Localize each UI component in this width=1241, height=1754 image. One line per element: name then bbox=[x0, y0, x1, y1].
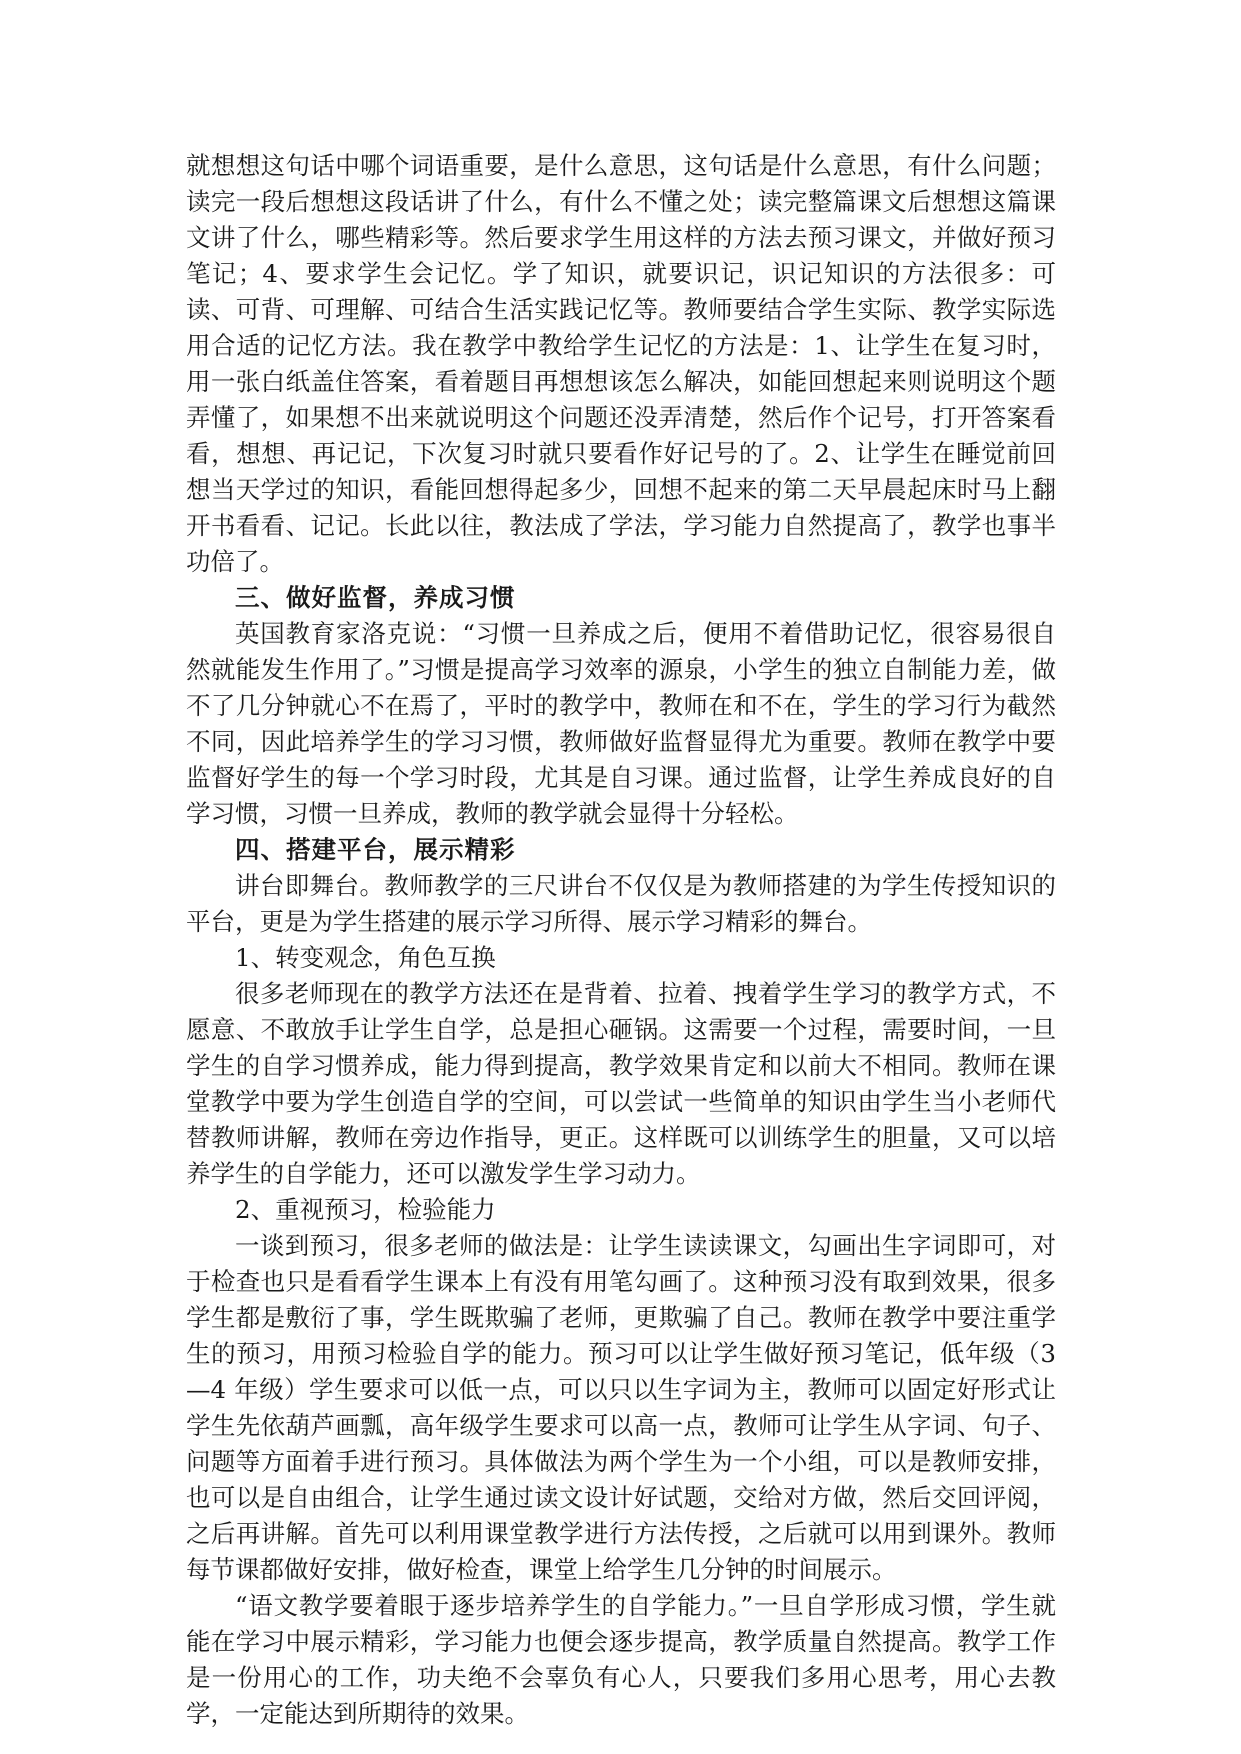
paragraph-habits: 英国教育家洛克说：“习惯一旦养成之后，便用不着借助记忆，很容易很自然就能发生作用了。”习惯是提高学习效率的源泉，小学生的独立自制能力差，做不了几分钟就心不在焉了，平时的教学中，教师在和不在，学生的学习行为截然不同，因此培养学生的学习习惯，教师做好监督显得尤为重要。教师在教学中要监督好学生的每一个学习时段，尤其是自习课。通过监督，让学生养成良好的自学习惯，习惯一旦养成，教师的教学就会显得十分轻松。 bbox=[186, 619, 1056, 828]
subheading-role-change: 1、转变观念，角色互换 bbox=[235, 943, 496, 972]
subheading-preview: 2、重视预习，检验能力 bbox=[235, 1195, 496, 1224]
section-heading-platform: 四、搭建平台，展示精彩 bbox=[235, 835, 516, 864]
paragraph-podium: 讲台即舞台。教师教学的三尺讲台不仅仅是为教师搭建的为学生传授知识的平台，更是为学生搭建的展示学习所得、展示学习精彩的舞台。 bbox=[186, 871, 1056, 936]
paragraph-role-change: 很多老师现在的教学方法还在是背着、拉着、拽着学生学习的教学方式，不愿意、不敢放手让学生自学，总是担心砸锅。这需要一个过程，需要时间，一旦学生的自学习惯养成，能力得到提高，教学效果肯定和以前大不相同。教师在课堂教学中要为学生创造自学的空间，可以尝试一些简单的知识由学生当小老师代替教师讲解，教师在旁边作指导，更正。这样既可以训练学生的胆量，又可以培养学生的自学能力，还可以激发学生学习动力。 bbox=[186, 979, 1056, 1188]
section-heading-supervision: 三、做好监督，养成习惯 bbox=[235, 583, 516, 612]
paragraph-conclusion: “语文教学要着眼于逐步培养学生的自学能力。”一旦自学形成习惯，学生就能在学习中展示精彩，学习能力也便会逐步提高，教学质量自然提高。教学工作是一份用心的工作，功夫绝不会辜负有心人，只要我们多用心思考，用心去教学，一定能达到所期待的效果。 bbox=[186, 1591, 1056, 1728]
document-page bbox=[186, 148, 1056, 1732]
paragraph-memory-methods: 就想想这句话中哪个词语重要，是什么意思，这句话是什么意思，有什么问题；读完一段后想想这段话讲了什么，有什么不懂之处；读完整篇课文后想想这篇课文讲了什么，哪些精彩等。然后要求学生用这样的方法去预习课文，并做好预习笔记；4、要求学生会记忆。学了知识，就要识记，识记知识的方法很多：可读、可背、可理解、可结合生活实践记忆等。教师要结合学生实际、教学实际选用合适的记忆方法。我在教学中教给学生记忆的方法是：1、让学生在复习时，用一张白纸盖住答案，看着题目再想想该怎么解决，如能回想起来则说明这个题弄懂了，如果想不出来就说明这个问题还没弄清楚，然后作个记号，打开答案看看，想想、再记记，下次复习时就只要看作好记号的了。2、让学生在睡觉前回想当天学过的知识，看能回想得起多少，回想不起来的第二天早晨起床时马上翻开书看看、记记。长此以往，教法成了学法，学习能力自然提高了，教学也事半功倍了。 bbox=[186, 151, 1056, 576]
paragraph-preview: 一谈到预习，很多老师的做法是：让学生读读课文，勾画出生字词即可，对于检查也只是看看学生课本上有没有用笔勾画了。这种预习没有取到效果，很多学生都是敷衍了事，学生既欺骗了老师，更欺骗了自己。教师在教学中要注重学生的预习，用预习检验自学的能力。预习可以让学生做好预习笔记，低年级（3—4 年级）学生要求可以低一点，可以只以生字词为主，教师可以固定好形式让学生先依葫芦画瓢，高年级学生要求可以高一点，教师可让学生从字词、句子、问题等方面着手进行预习。具体做法为两个学生为一个小组，可以是教师安排，也可以是自由组合，让学生通过读文设计好试题，交给对方做，然后交回评阅，之后再讲解。首先可以利用课堂教学进行方法传授，之后就可以用到课外。教师每节课都做好安排，做好检查，课堂上给学生几分钟的时间展示。 bbox=[186, 1231, 1056, 1584]
